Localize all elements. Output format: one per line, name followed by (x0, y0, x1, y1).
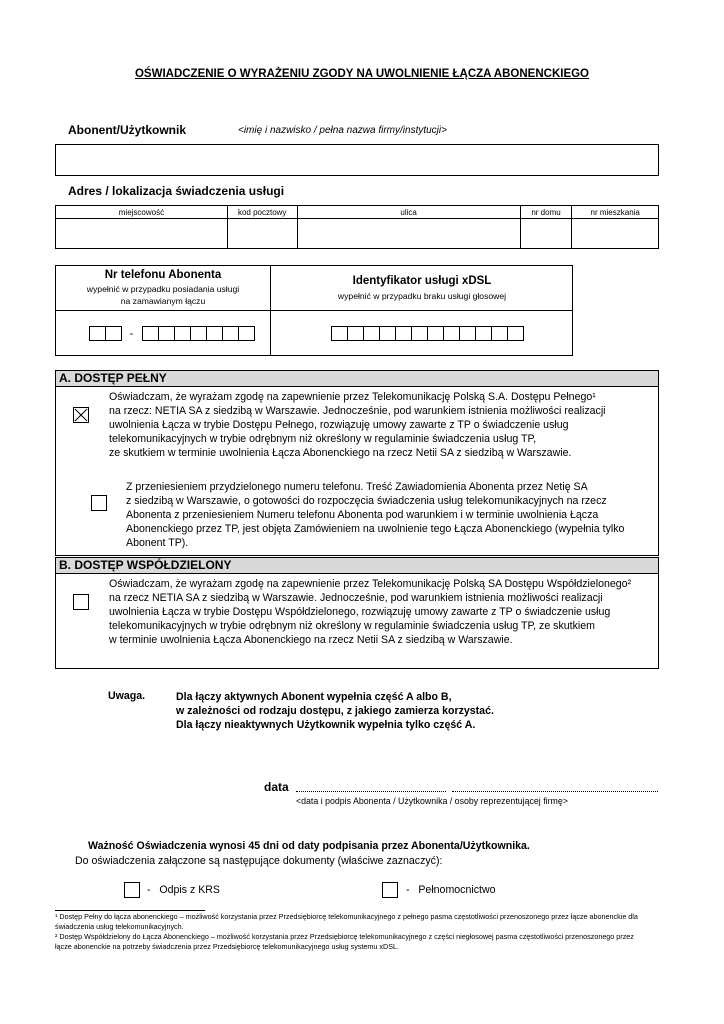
section-a-statement-line: telekomunikacyjnych w trybie odrębnym niż określony w regulaminie świadczenia usług TP, (109, 433, 537, 446)
address-table (55, 205, 659, 249)
date-field[interactable] (296, 791, 446, 792)
address-col-city: miejscowość (56, 206, 228, 219)
street-field[interactable] (297, 219, 520, 249)
xdsl-digit[interactable] (363, 326, 380, 341)
phone-title: Nr telefonu Abonenta (104, 269, 222, 281)
subscriber-hint: <imię i nazwisko / pełna nazwa firmy/instytucji> (238, 125, 447, 136)
phone-digit[interactable] (222, 326, 239, 341)
subscriber-label: Abonent/Użytkownik (68, 123, 187, 137)
section-a-number-porting-checkbox[interactable] (91, 495, 107, 511)
xdsl-digit[interactable] (475, 326, 492, 341)
krs-extract-checkbox[interactable] (124, 882, 140, 898)
xdsl-subtitle: wypełnić w przypadku braku usługi głosowej (337, 291, 507, 301)
note-line: w zależności od rodzaju dostępu, z jakiego zamierza korzystać. (176, 705, 494, 717)
footnote-line: świadczenia usług telekomunikacyjnych. (55, 922, 184, 931)
identifier-row-divider (56, 310, 572, 311)
footnote-line: ¹ Dostęp Pełny do łącza abonenckiego – możliwość korzystania przez Przedsiębiorcę telekomunikacyjnego z pełnego pasma częstotliwości przenoszonego przez łącze abonenckie dla (55, 912, 638, 921)
footnote-line: łącze abonenckie na potrzeby świadczenia przez Przedsiębiorcę telekomunikacyjnego usług systemu xDSL. (55, 942, 399, 951)
phone-subtitle-2: na zamawianym łączu (120, 296, 206, 306)
identifier-panel (55, 265, 573, 356)
xdsl-title: Identyfikator usługi xDSL (352, 275, 492, 287)
section-a-header: A. DOSTĘP PEŁNY (56, 371, 658, 387)
phone-number-field[interactable] (89, 325, 254, 343)
section-a-porting-line: Abonent TP). (126, 537, 189, 550)
footnotes (55, 912, 665, 952)
postcode-field[interactable] (227, 219, 297, 249)
section-a-statement-line: Oświadczam, że wyrażam zgodę na zapewnienie przez Telekomunikację Polską S.A. Dostępu Pełnego¹ (109, 391, 596, 403)
section-a (55, 370, 659, 556)
section-b-statement-line: w terminie uwolnienia Łącza Abonenckiego na rzecz Netii SA z siedzibą w Warszawie. (109, 634, 513, 647)
phone-digit[interactable] (206, 326, 223, 341)
xdsl-digit[interactable] (443, 326, 460, 341)
section-b-statement-line: Oświadczam, że wyrażam zgodę na zapewnienie przez Telekomunikację Polską SA Dostępu Współdzielonego² (109, 578, 632, 590)
section-b (55, 557, 659, 669)
xdsl-digit[interactable] (491, 326, 508, 341)
xdsl-digit[interactable] (427, 326, 444, 341)
phone-digit[interactable] (105, 326, 122, 341)
xdsl-id-field[interactable] (331, 325, 523, 343)
footnote-divider (55, 910, 205, 911)
section-b-shared-access-checkbox[interactable] (73, 594, 89, 610)
form-title: OŚWIADCZENIE O WYRAŻENIU ZGODY NA UWOLNIENIE ŁĄCZA ABONENCKIEGO (134, 68, 590, 80)
signature-field[interactable] (452, 791, 658, 792)
section-a-statement-line: uwolnienia Łącza w trybie Dostępu Pełnego, rozwiązuję umowy zawarte z TP o świadczenie usług (109, 419, 569, 432)
power-of-attorney-label: - Pełnomocnictwo (406, 884, 496, 896)
section-a-statement-line: na rzecz: NETIA SA z siedzibą w Warszawie. Jednocześnie, pod warunkiem istnienia możliwości realizacji (109, 405, 606, 418)
note-line: Dla łączy nieaktywnych Użytkownik wypełnia tylko część A. (176, 719, 476, 731)
xdsl-digit[interactable] (459, 326, 476, 341)
section-b-statement (109, 577, 659, 647)
xdsl-digit[interactable] (411, 326, 428, 341)
note-text (176, 690, 494, 732)
address-col-street: ulica (297, 206, 520, 219)
section-b-header: B. DOSTĘP WSPÓŁDZIELONY (56, 558, 658, 574)
house-no-field[interactable] (520, 219, 572, 249)
section-b-statement-line: telekomunikacyjnych w trybie odrębnym niż określony w regulaminie świadczenia usług TP, ze skutkiem (109, 620, 595, 633)
xdsl-digit[interactable] (347, 326, 364, 341)
footnote-line: ² Dostęp Współdzielony do Łącza Abonenckiego – możliwość korzystania przez Przedsiębiorcę telekomunikacyjnego z części niegłosowej pasma częstotliwości przenoszonego przez (55, 932, 634, 941)
validity-text: Ważność Oświadczenia wynosi 45 dni od daty podpisania przez Abonenta/Użytkownika. (88, 840, 530, 852)
krs-extract-label: - Odpis z KRS (147, 884, 220, 896)
attachments-instruction: Do oświadczenia załączone są następujące dokumenty (właściwe zaznaczyć): (75, 855, 443, 867)
section-b-statement-line: uwolnienia Łącza w trybie Dostępu Współdzielonego, rozwiązuję umowy zawarte z TP o świadczenie usług (109, 606, 611, 619)
address-col-flat-no: nr mieszkania (572, 206, 659, 219)
checked-cross-icon (74, 408, 88, 422)
date-label: data (264, 780, 289, 794)
section-a-full-access-checkbox[interactable] (73, 407, 89, 423)
section-b-statement-line: na rzecz NETIA SA z siedzibą w Warszawie. Jednocześnie, pod warunkiem istnienia możliwości realizacji (109, 592, 603, 605)
phone-digit[interactable] (174, 326, 191, 341)
phone-digit[interactable] (142, 326, 159, 341)
phone-digit[interactable] (190, 326, 207, 341)
section-a-porting-line: Z przeniesieniem przydzielonego numeru telefonu. Treść Zawiadomienia Abonenta przez Netię SA (126, 481, 588, 493)
note-label: Uwaga. (108, 690, 146, 702)
section-a-porting-line: Abonenta z przeniesieniem Numeru telefonu Abonenta pod warunkiem i w terminie uwolnienia Łącza (126, 509, 599, 522)
signature-hint: <data i podpis Abonenta / Użytkownika / osoby reprezentującej firmę> (296, 796, 568, 806)
xdsl-digit[interactable] (379, 326, 396, 341)
xdsl-digit[interactable] (395, 326, 412, 341)
subscriber-name-field[interactable] (55, 144, 659, 176)
section-a-statement-line: ze skutkiem w terminie uwolnienia Łącza Abonenckiego na rzecz Netii SA z siedzibą w Warszawie. (109, 447, 572, 460)
flat-no-field[interactable] (572, 219, 659, 249)
phone-digit[interactable] (238, 326, 255, 341)
phone-digit[interactable] (158, 326, 175, 341)
phone-digit[interactable] (89, 326, 106, 341)
xdsl-digit[interactable] (331, 326, 348, 341)
city-field[interactable] (56, 219, 228, 249)
section-a-porting-line: z siedzibą w Warszawie, o gotowości do rozpoczęcia świadczenia usług telekomunikacyjnych na rzecz (126, 495, 607, 508)
address-col-house-no: nr domu (520, 206, 572, 219)
phone-subtitle-1: wypełnić w przypadku posiadania usługi (86, 284, 240, 294)
address-col-postcode: kod pocztowy (227, 206, 297, 219)
phone-separator: - (129, 327, 134, 340)
xdsl-digit[interactable] (507, 326, 524, 341)
note-line: Dla łączy aktywnych Abonent wypełnia część A albo B, (176, 691, 452, 703)
section-a-porting-text (126, 480, 656, 550)
section-a-statement (109, 390, 659, 460)
address-label: Adres / lokalizacja świadczenia usługi (68, 184, 285, 198)
section-a-porting-line: Abonenckiego przez TP, jest objęta Zamówieniem na uwolnienie tego Łącza Abonenckiego (wypełnia tylko (126, 523, 625, 536)
power-of-attorney-checkbox[interactable] (382, 882, 398, 898)
